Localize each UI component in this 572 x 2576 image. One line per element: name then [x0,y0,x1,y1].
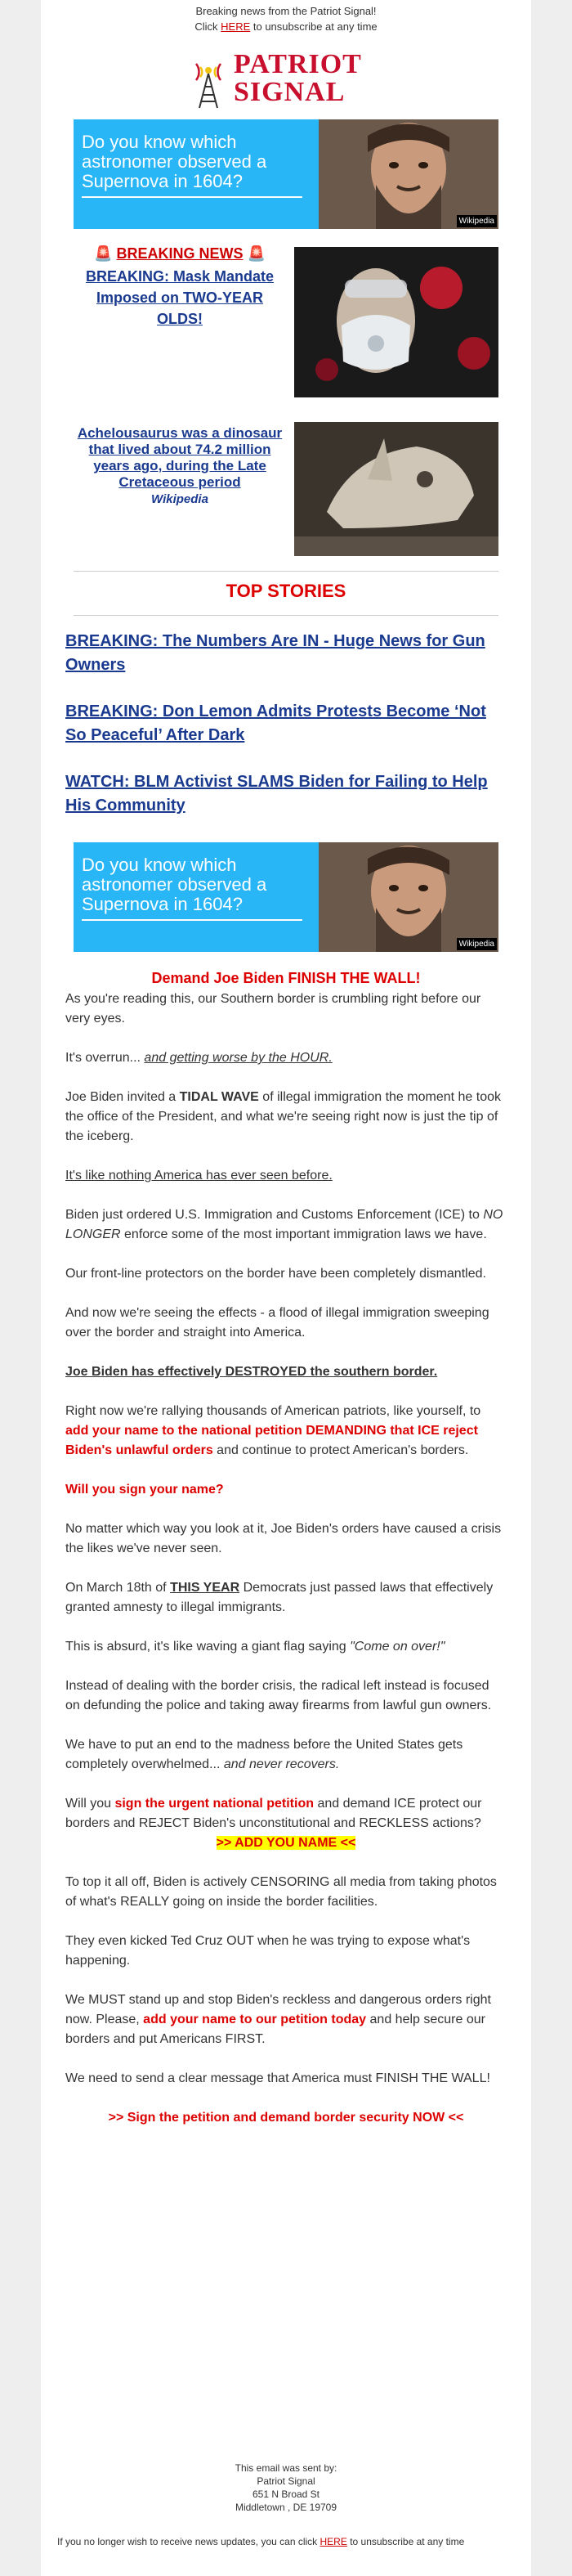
preheader-suffix-text: to unsubscribe at any time [250,20,378,33]
dino-source-label: Wikipedia [151,492,208,506]
article-paragraph: To top it all off, Biden is actively CENSORING all media from taking photos of what's REALLY going on inside the border facilities. [65,1875,497,1909]
footer-unsub-text: to unsubscribe at any time [346,2536,465,2547]
article-text: enforce some of the most important immigration laws we have. [120,1227,487,1241]
article-paragraph: Instead of dealing with the border crisis, the radical left instead is focused on defunding the police and taking away firearms from lawful gun owners. [65,1679,492,1712]
astronomer-quiz-banner[interactable] [74,119,498,229]
add-name-cta-row [65,1833,507,1853]
article-paragraph: It's like nothing America has ever seen before. [65,1169,333,1183]
petition-link[interactable]: sign the urgent national petition [114,1797,314,1811]
article-text: Democrats just passed laws that effectively granted amnesty to illegal immigrants. [65,1581,494,1614]
article-text: We MUST stand up and stop Biden's reckless and dangerous orders right now. Please, [65,1993,491,2026]
article-body [65,990,507,2128]
logo-text-line1: PATRIOT [234,49,362,79]
preheader-click-text: Click [194,20,221,33]
article-paragraph [65,1794,507,1833]
article-text: We have to put an end to the madness before the United States gets completely overwhelmed... [65,1738,463,1771]
article-text: and demand ICE protect our borders and REJECT Biden's unconstitutional and RECKLESS actions? [65,1797,482,1830]
banner-left-panel [74,842,319,952]
breaking-headline-link[interactable]: BREAKING: Mask Mandate Imposed on TWO-YEAR OLDS! [85,268,275,327]
article-paragraph [65,1578,507,1618]
dino-fact-link[interactable]: Achelousaurus was a dinosaur that lived about 74.2 million years ago, during the Late Cretaceous period [77,425,283,490]
article-italic: NO LONGER [65,1208,503,1241]
radio-tower-icon [188,49,229,110]
breaking-news-label[interactable]: BREAKING NEWS [116,245,244,262]
banner-source-label: Wikipedia [457,938,497,950]
article-text: It's overrun... [65,1051,145,1065]
logo-text [234,51,362,106]
mask-virus-image[interactable] [294,247,498,397]
banner-divider [82,196,302,198]
top-story-link[interactable]: WATCH: BLM Activist SLAMS Biden for Failing to Help His Community [65,773,488,815]
article-text: and continue to protect American's borders. [212,1443,469,1457]
article-paragraph [65,1637,507,1657]
article-text: and help secure our borders and put Americans FIRST. [65,2013,485,2046]
article-paragraph: As you're reading this, our Southern border is crumbling right before our very eyes. [65,992,481,1025]
separator [74,571,498,572]
add-name-cta-button[interactable]: >> ADD YOU NAME << [216,1836,356,1850]
sign-name-link[interactable]: Will you sign your name? [65,1483,224,1497]
article-text: Joe Biden invited a [65,1090,180,1104]
article-paragraph [65,1402,507,1461]
footer-address [41,2462,531,2514]
dino-fact-block [74,425,286,506]
footer-unsub-text: If you no longer wish to receive news updates, you can click [57,2536,320,2547]
footer-unsubscribe-link[interactable]: HERE [320,2536,347,2547]
article-italic: "Come on over!" [350,1640,445,1654]
article-text: of illegal immigration the moment he took the office of the President, and what we're seeing right now is just the tip of the iceberg. [65,1090,501,1143]
banner-question: Do you know which astronomer observed a Supernova in 1604? [82,132,267,191]
article-paragraph [65,1088,507,1147]
astronomer-quiz-banner[interactable] [74,842,498,952]
top-story-link[interactable]: BREAKING: The Numbers Are IN - Huge News for Gun Owners [65,632,485,674]
article-text: Will you [65,1797,115,1811]
article-paragraph: And now we're seeing the effects - a flood of illegal immigration sweeping over the border and straight into America. [65,1306,489,1340]
article-paragraph [65,1048,507,1068]
petition-link[interactable]: add your name to the national petition DEMANDING that ICE reject Biden's unlawful orders [65,1424,478,1457]
article-paragraph: Joe Biden has effectively DESTROYED the southern border. [65,1365,438,1379]
footer-sent-by: This email was sent by: [235,2462,337,2474]
separator [74,615,498,616]
banner-source-label: Wikipedia [457,215,497,227]
patriot-signal-logo[interactable] [188,49,384,110]
footer-address-line: 651 N Broad St [252,2488,320,2500]
article-bold: TIDAL WAVE [179,1090,259,1104]
banner-divider [82,919,302,921]
top-stories-title: TOP STORIES [226,581,346,601]
article-text: This is absurd, it's like waving a giant flag saying [65,1640,351,1654]
preheader-unsubscribe-link[interactable]: HERE [221,20,251,33]
article-paragraph [65,1990,507,2049]
article-text: On March 18th of [65,1581,171,1595]
footer-org: Patriot Signal [257,2475,315,2487]
article-paragraph: No matter which way you look at it, Joe Biden's orders have caused a crisis the likes we've never seen. [65,1522,502,1555]
article-paragraph [65,1735,507,1775]
sign-petition-cta-link[interactable]: >> Sign the petition and demand border security NOW << [108,2111,464,2125]
siren-icon: 🚨 [94,245,113,262]
footer-unsubscribe [57,2535,515,2548]
banner-question: Do you know which astronomer observed a Supernova in 1604? [82,855,267,914]
email-container [41,0,531,2576]
article-text: Biden just ordered U.S. Immigration and Customs Enforcement (ICE) to [65,1208,484,1222]
article-bold: THIS YEAR [170,1581,240,1595]
article-emphasis: and getting worse by the HOUR. [144,1051,333,1065]
astronomer-portrait-image [319,119,498,229]
preheader-line: Breaking news from the Patriot Signal! [195,5,377,17]
article-text: Right now we're rallying thousands of American patriots, like yourself, to [65,1404,481,1418]
article-paragraph: They even kicked Ted Cruz OUT when he was trying to expose what's happening. [65,1934,471,1968]
article-title: Demand Joe Biden FINISH THE WALL! [151,970,421,986]
preheader [41,5,531,33]
footer-address-line: Middletown , DE 19709 [235,2502,337,2513]
breaking-news-label-row [74,245,286,263]
petition-link[interactable]: add your name to our petition today [143,2013,367,2026]
article-paragraph [65,1205,507,1245]
logo-text-line2: SIGNAL [234,77,346,107]
article-paragraph: Our front-line protectors on the border have been completely dismantled. [65,1267,486,1281]
dinosaur-skull-image[interactable] [294,422,498,556]
siren-icon: 🚨 [247,245,266,262]
top-story-link[interactable]: BREAKING: Don Lemon Admits Protests Become ‘Not So Peaceful’ After Dark [65,702,486,744]
banner-left-panel [74,119,319,229]
breaking-news-block [74,245,286,330]
astronomer-portrait-image [319,842,498,952]
preheader-unsubscribe [41,20,531,33]
article-italic: and never recovers. [223,1757,340,1771]
article-paragraph: We need to send a clear message that America must FINISH THE WALL! [65,2071,490,2085]
